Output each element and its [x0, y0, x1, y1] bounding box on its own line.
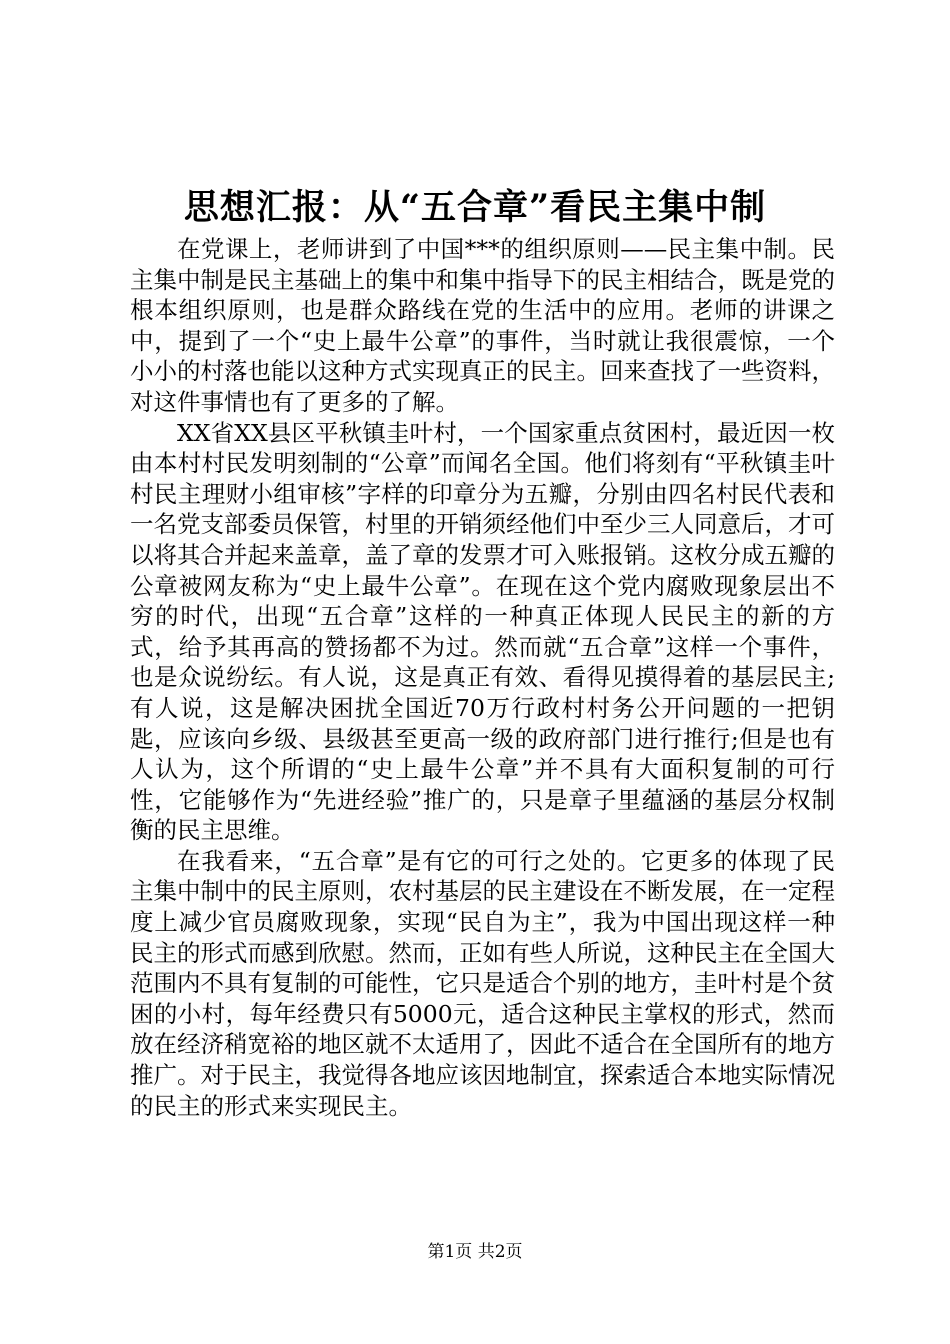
paragraph-3: 在我看来，“五合章”是有它的可行之处的。它更多的体现了民主集中制中的民主原则，农村基层的民主建设在不断发展，在一定程度上减少官员腐败现象，实现“民自为主”，我为中国出现这样一种民主的形式而感到欣慰。然而，正如有些人所说，这种民主在全国大范围内不具有复制的可能性，它只是适合个别的地方，圭叶村是个贫困的小村，每年经费只有5000元，适合这种民主掌权的形式，然而放在经济稍宽裕的地区就不太适用了，因此不适合在全国所有的地方推广。对于民主，我觉得各地应该因地制宜，探索适合本地实际情况的民主的形式来实现民主。: [130, 846, 835, 1120]
document-title: 思想汇报：从“五合章”看民主集中制: [183, 187, 767, 228]
page-number-footer: 第1页 共2页: [427, 1242, 523, 1262]
document-body: [130, 234, 835, 1121]
paragraph-1: 在党课上，老师讲到了中国***的组织原则——民主集中制。民主集中制是民主基础上的集中和集中指导下的民主相结合，既是党的根本组织原则，也是群众路线在党的生活中的应用。老师的讲课之中，提到了一个“史上最牛公章”的事件，当时就让我很震惊，一个小小的村落也能以这种方式实现真正的民主。回来查找了一些资料，对这件事情也有了更多的了解。: [130, 235, 835, 416]
paragraph-2: XX省XX县区平秋镇圭叶村，一个国家重点贫困村，最近因一枚由本村村民发明刻制的“公章”而闻名全国。他们将刻有“平秋镇圭叶村民主理财小组审核”字样的印章分为五瓣，分别由四名村民代表和一名党支部委员保管，村里的开销须经他们中至少三人同意后，才可以将其合并起来盖章，盖了章的发票才可入账报销。这枚分成五瓣的公章被网友称为“史上最牛公章”。在现在这个党内腐败现象层出不穷的时代，出现“五合章”这样的一种真正体现人民民主的新的方式，给予其再高的赞扬都不为过。然而就“五合章”这样一个事件，也是众说纷纭。有人说，这是真正有效、看得见摸得着的基层民主;有人说，这是解决困扰全国近70万行政村村务公开问题的一把钥匙，应该向乡级、县级甚至更高一级的政府部门进行推行;但是也有人认为，这个所谓的“史上最牛公章”并不具有大面积复制的可行性，它能够作为“先进经验”推广的，只是章子里蕴涵的基层分权制衡的民主思维。: [130, 418, 835, 845]
